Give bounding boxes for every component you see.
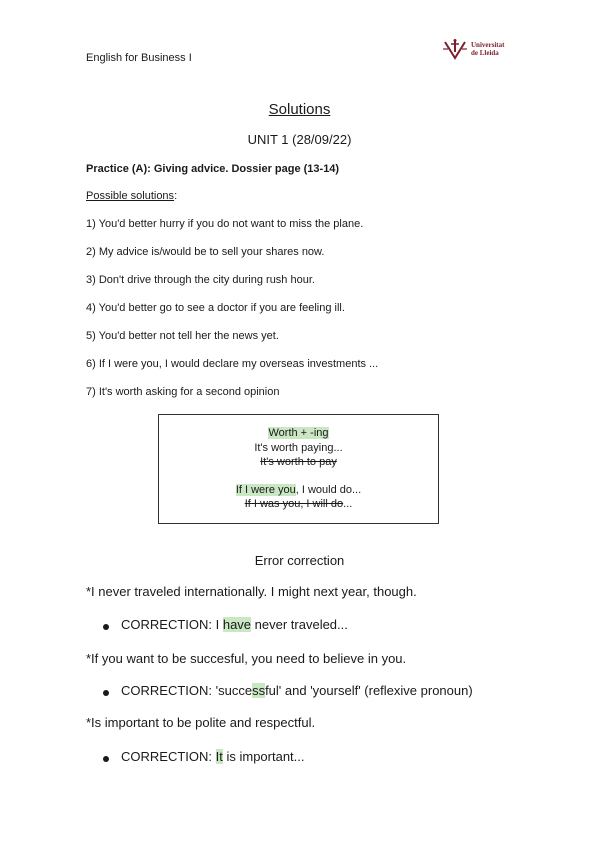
- possible-label-text: Possible solutions: [86, 190, 175, 202]
- correction-3-pre: CORRECTION:: [121, 749, 216, 764]
- bullet-icon: [103, 756, 109, 762]
- bullet-icon: [103, 690, 109, 696]
- correction-2-post: ful' and 'yourself' (reflexive pronoun): [265, 683, 473, 698]
- correction-2-pre: CORRECTION: 'succe: [121, 683, 253, 698]
- error-sentence-2: *If you want to be succesful, you need to believe in you.: [86, 651, 407, 666]
- possible-solutions-label: [86, 190, 177, 202]
- university-crest-icon: [442, 38, 468, 60]
- worth-example: It's worth paying...: [254, 442, 343, 454]
- unit-heading: UNIT 1 (28/09/22): [247, 132, 352, 147]
- if-wrong: If I was you, I will do: [244, 498, 344, 510]
- solution-1: 1) You'd better hurry if you do not want to miss the plane.: [86, 218, 364, 230]
- error-sentence-3: *Is important to be polite and respectful.: [86, 715, 316, 730]
- correction-3-highlight: It: [215, 749, 223, 764]
- if-rule: If I were you: [235, 484, 296, 496]
- correction-1: [121, 617, 348, 632]
- error-correction-title: Error correction: [254, 553, 345, 568]
- if-rule-rest: , I would do...: [295, 484, 362, 496]
- solution-2: 2) My advice is/would be to sell your shares now.: [86, 246, 325, 258]
- correction-3-post: is important...: [222, 749, 305, 764]
- page-title: Solutions: [268, 101, 331, 118]
- logo-line2: de Lleida: [471, 49, 499, 57]
- correction-3: [121, 749, 305, 764]
- bullet-icon: [103, 624, 109, 630]
- course-name: English for Business I: [86, 52, 192, 64]
- solution-4: 4) You'd better go to see a doctor if you are feeling ill.: [86, 302, 345, 314]
- university-logo: [442, 38, 504, 60]
- possible-colon: :: [174, 190, 178, 202]
- practice-heading: Practice (A): Giving advice. Dossier page (13-14): [86, 163, 340, 175]
- solution-3: 3) Don't drive through the city during rush hour.: [86, 274, 315, 286]
- correction-1-highlight: have: [222, 617, 252, 632]
- error-sentence-1: *I never traveled internationally. I might next year, though.: [86, 584, 417, 599]
- solution-5: 5) You'd better not tell her the news yet.: [86, 330, 279, 342]
- worth-rule: Worth + -ing: [268, 427, 329, 439]
- correction-2: [121, 683, 473, 698]
- worth-wrong: It's worth to pay: [260, 456, 337, 468]
- correction-2-highlight: ss: [252, 683, 266, 698]
- grammar-note-box: [158, 414, 439, 524]
- correction-1-post: never traveled...: [251, 617, 348, 632]
- solution-7: 7) It's worth asking for a second opinion: [86, 386, 280, 398]
- if-wrong-tail: ...: [343, 498, 353, 510]
- logo-line1: Universitat: [471, 41, 505, 49]
- solution-6: 6) If I were you, I would declare my overseas investments ...: [86, 358, 379, 370]
- correction-1-pre: CORRECTION: I: [121, 617, 223, 632]
